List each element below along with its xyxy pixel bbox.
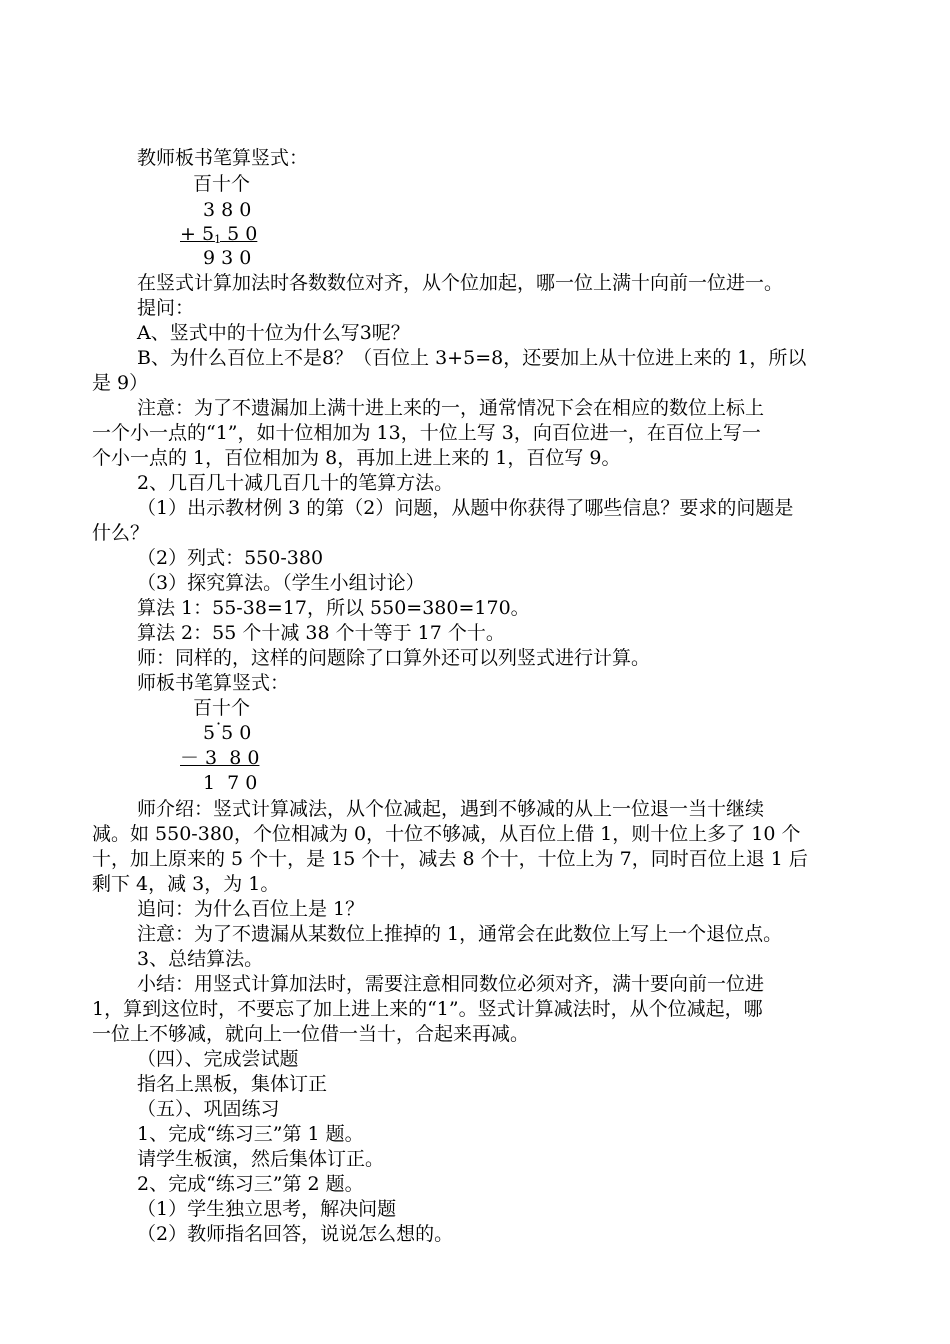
paragraph: 2、完成“练习三”第 2 题。 [137,1173,364,1195]
paragraph: 一位上不够减，就向上一位借一当十，合起来再减。 [92,1023,530,1045]
section-heading: （四）、完成尝试题 [137,1048,299,1070]
paragraph: 个小一点的 1，百位相加为 8，再加上进上来的 1，百位写 9。 [92,447,621,469]
addition-heading: 教师板书笔算竖式： [137,147,309,169]
addition-row-2-suffix: 5 0 [221,223,258,245]
paragraph: 师：同样的，这样的问题除了口算外还可以列竖式进行计算。 [137,647,651,669]
paragraph: 1、完成“练习三”第 1 题。 [137,1123,364,1145]
subtraction-row-1-rest: 5 0 [215,722,252,744]
subtraction-heading: 师板书笔算竖式： [137,672,290,694]
paragraph: 小结：用竖式计算加法时，需要注意相同数位必须对齐，满十要向前一位进 [137,973,765,995]
paragraph: （1）学生独立思考，解决问题 [137,1198,397,1220]
subtraction-row-2: － 3 8 0 [180,747,260,769]
addition-row-1: 3 8 0 [203,199,252,221]
paragraph: 什么？ [92,522,150,544]
subtraction-row-1 [203,721,251,745]
addition-result: 9 3 0 [203,247,252,269]
paragraph: 十，加上原来的 5 个十，是 15 个十，减去 8 个十，十位上为 7，同时百位上退 1 后 [92,848,808,870]
paragraph: （2）教师指名回答，说说怎么想的。 [137,1223,454,1245]
carry-mark: 1 [214,233,222,246]
addition-place-header: 百十个 [193,173,251,195]
paragraph: 1，算到这位时，不要忘了加上进上来的“1”。竖式计算减法时，从个位减起，哪 [92,998,763,1020]
paragraph: 追问：为什么百位上是 1？ [137,898,365,920]
paragraph: 算法 2：55 个十减 38 个十等于 17 个十。 [137,622,505,644]
paragraph: 提问： [137,297,195,319]
paragraph: 请学生板演，然后集体订正。 [137,1148,385,1170]
section-heading: 3、总结算法。 [137,948,264,970]
paragraph: A、竖式中的十位为什么写3呢？ [137,322,410,344]
subtraction-result: 1 7 0 [203,772,258,794]
paragraph: 注意：为了不遗漏从某数位上推掉的 1，通常会在此数位上写上一个退位点。 [137,923,783,945]
paragraph: 指名上黑板，集体订正 [137,1073,328,1095]
addition-row-2-prefix: + 5 [180,223,215,245]
borrow-dot-digit: 5 · [203,722,215,744]
paragraph: 师介绍：竖式计算减法，从个位减起，遇到不够减的从上一位退一当十继续 [137,798,765,820]
paragraph: （1）出示教材例 3 的第（2）问题，从题中你获得了哪些信息？要求的问题是 [137,497,794,519]
paragraph: 注意：为了不遗漏加上满十进上来的一，通常情况下会在相应的数位上标上 [137,397,765,419]
paragraph: 剩下 4，减 3，为 1。 [92,873,280,895]
subtraction-place-header: 百十个 [193,697,251,719]
section-heading: （五）、巩固练习 [137,1098,280,1120]
paragraph: 减。如 550-380，个位相减为 0，十位不够减，从百位上借 1，则十位上多了 10 个 [92,823,801,845]
paragraph: 在竖式计算加法时各数数位对齐，从个位加起，哪一位上满十向前一位进一。 [137,272,784,294]
paragraph: （3）探究算法。（学生小组讨论） [137,572,425,594]
section-heading: 2、几百几十减几百几十的笔算方法。 [137,472,454,494]
paragraph: （2）列式：550-380 [137,547,324,569]
paragraph: 一个小一点的“1”，如十位相加为 13，十位上写 3，向百位进一，在百位上写一 [92,422,761,444]
paragraph: 是 9） [92,372,149,394]
paragraph: B、为什么百位上不是8？（百位上 3+5=8，还要加上从十位进上来的 1，所以 [137,347,807,369]
paragraph: 算法 1：55-38=17，所以 550=380=170。 [137,597,530,619]
